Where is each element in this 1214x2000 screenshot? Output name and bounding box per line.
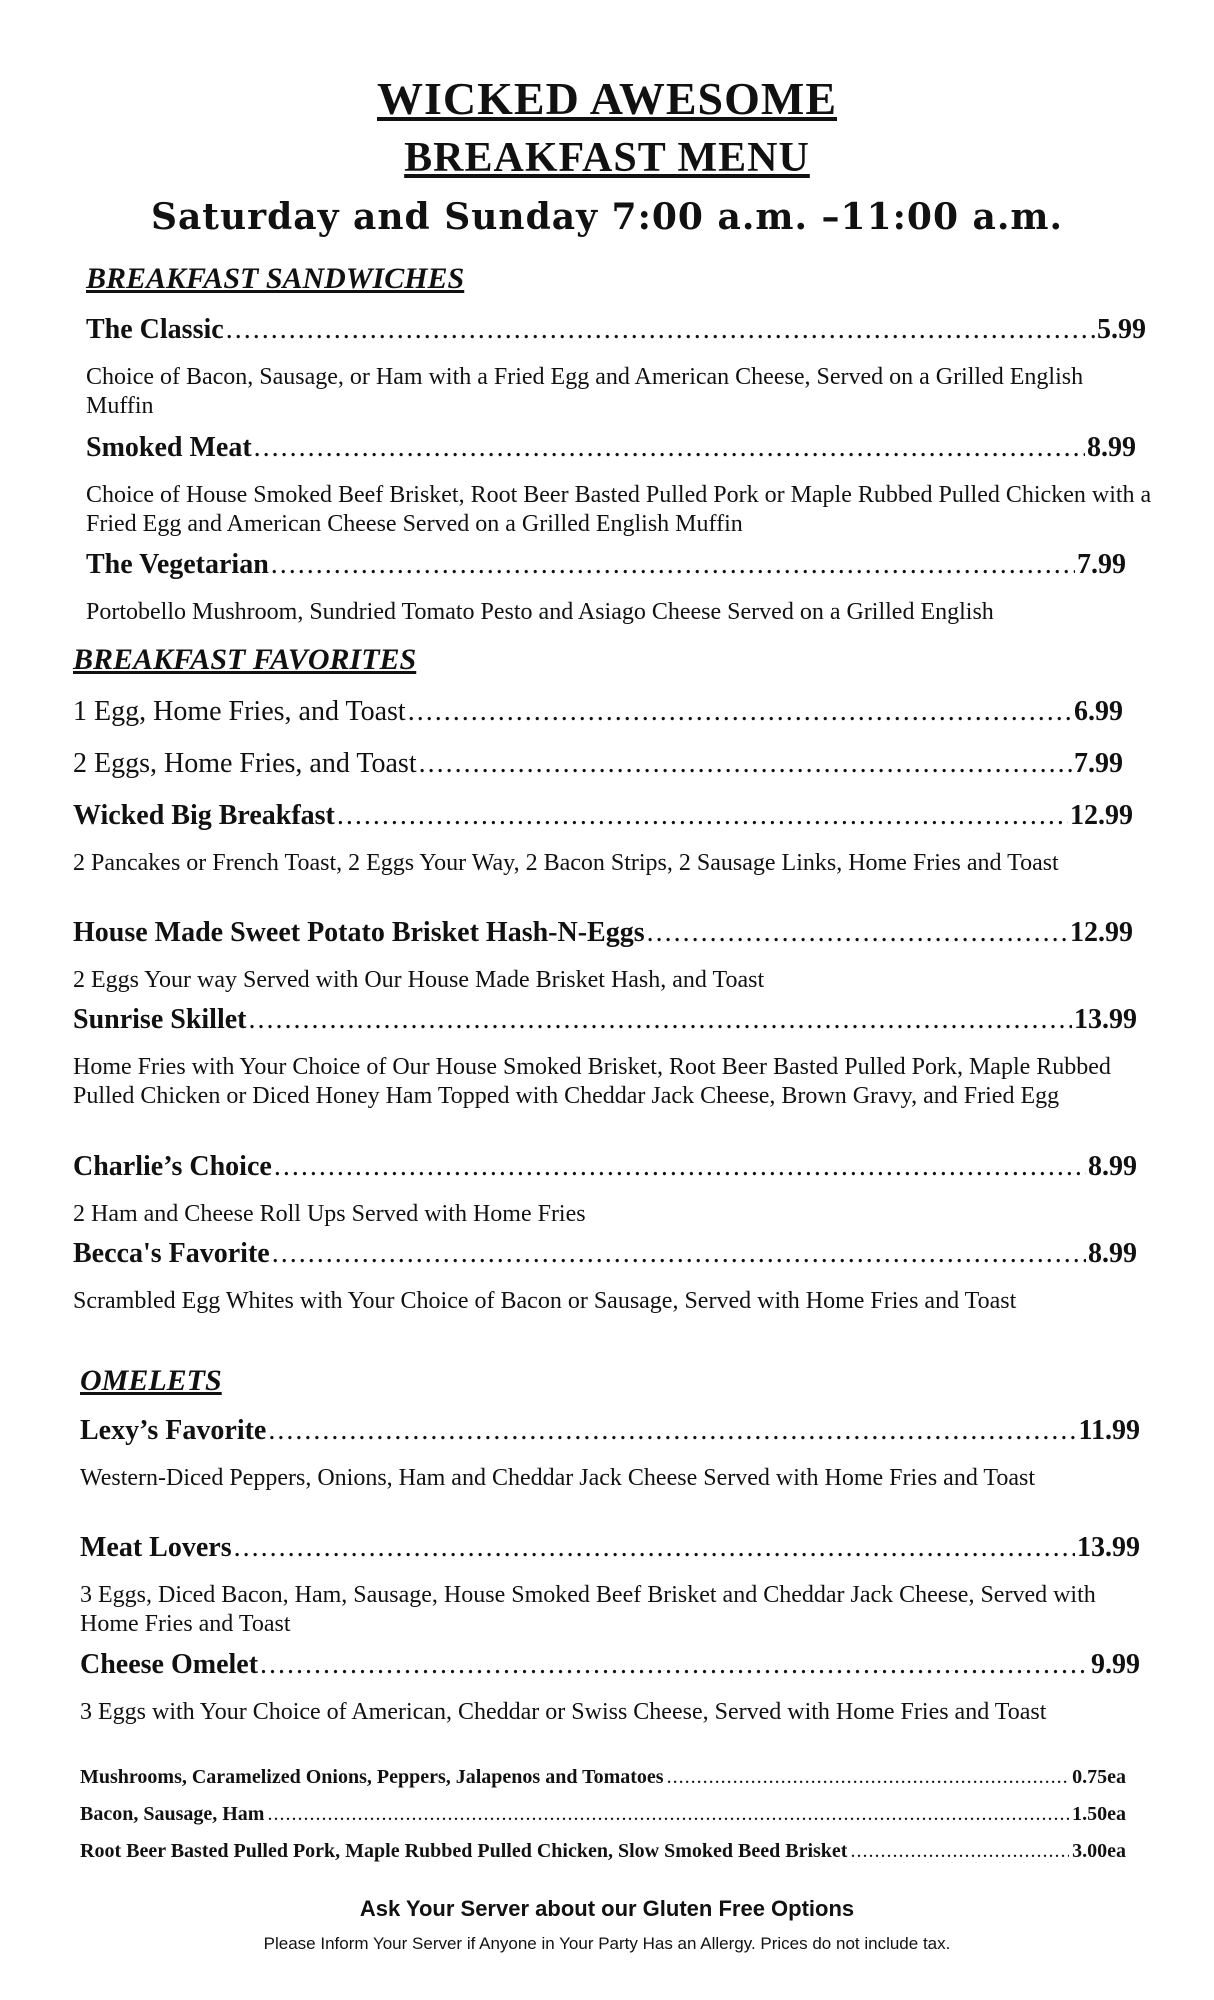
item-price: 12.99	[1070, 917, 1133, 948]
menu-item-beccas-favorite	[73, 1238, 1137, 1278]
menu-item-smoked-meat	[86, 432, 1136, 472]
leader-dots	[260, 1649, 1089, 1681]
item-price: 8.99	[1087, 432, 1136, 463]
menu-title: WICKED AWESOME	[376, 73, 838, 124]
item-price: 12.99	[1070, 800, 1133, 831]
leader-dots	[850, 1840, 1069, 1863]
item-price: 7.99	[1077, 549, 1126, 580]
item-description: 2 Eggs Your way Served with Our House Made Brisket Hash, and Toast	[73, 967, 765, 993]
addon-name: Root Beer Basted Pulled Pork, Maple Rubbed Pulled Chicken, Slow Smoked Beed Brisket	[80, 1840, 848, 1862]
leader-dots	[647, 917, 1068, 949]
menu-item-lexys-favorite	[80, 1415, 1140, 1455]
addon-smoked-meats	[80, 1840, 1126, 1868]
menu-item-cheese-omelet	[80, 1649, 1140, 1689]
item-name: Lexy’s Favorite	[80, 1415, 267, 1446]
item-description: 3 Eggs with Your Choice of American, Cheddar or Swiss Cheese, Served with Home Fries and Toast	[80, 1699, 1047, 1725]
gluten-free-note: Ask Your Server about our Gluten Free Options	[359, 1896, 855, 1921]
item-price: 8.99	[1088, 1238, 1137, 1269]
item-name: The Vegetarian	[86, 549, 269, 580]
menu-item-charlies-choice	[73, 1151, 1137, 1191]
item-price: 13.99	[1074, 1004, 1137, 1035]
addon-price: 0.75ea	[1072, 1766, 1126, 1788]
item-price: 5.99	[1097, 314, 1146, 345]
item-description: Portobello Mushroom, Sundried Tomato Pesto and Asiago Cheese Served on a Grilled English	[86, 599, 994, 625]
leader-dots	[248, 1004, 1072, 1036]
menu-item-the-vegetarian	[86, 549, 1126, 589]
item-price: 11.99	[1078, 1415, 1140, 1446]
item-description: Home Fries with Your Choice of Our House Smoked Brisket, Root Beer Basted Pulled Pork, Maple Rubbed Pulled Chicken or Diced Honey Ham Topped with Cheddar Jack Cheese, Brown Gravy, and Fried Egg	[73, 1054, 1111, 1109]
menu-item-wicked-big-breakfast	[73, 800, 1133, 840]
item-name: Charlie’s Choice	[73, 1151, 272, 1182]
item-name: Becca's Favorite	[73, 1238, 270, 1269]
leader-dots	[272, 1238, 1086, 1270]
section-heading-omelets: OMELETS	[80, 1364, 222, 1397]
item-price: 9.99	[1091, 1649, 1140, 1680]
item-name: Meat Lovers	[80, 1532, 232, 1563]
leader-dots	[419, 748, 1072, 780]
leader-dots	[667, 1766, 1070, 1789]
item-price: 7.99	[1074, 748, 1123, 779]
addon-price: 1.50ea	[1072, 1803, 1126, 1825]
item-description: Choice of House Smoked Beef Brisket, Root Beer Basted Pulled Pork or Maple Rubbed Pulled Chicken with a Fried Egg and American Cheese Served on a Grilled English Muffin	[86, 482, 1152, 537]
item-description: Western-Diced Peppers, Onions, Ham and Cheddar Jack Cheese Served with Home Fries and Toast	[80, 1465, 1036, 1491]
leader-dots	[268, 1415, 1076, 1447]
leader-dots	[408, 696, 1072, 728]
allergy-note: Please Inform Your Server if Anyone in Your Party Has an Allergy. Prices do not include tax.	[263, 1934, 951, 1953]
menu-item-meat-lovers	[80, 1532, 1140, 1572]
addon-price: 3.00ea	[1072, 1840, 1126, 1862]
menu-hours: Saturday and Sunday 7:00 a.m. –11:00 a.m.	[150, 196, 1064, 238]
leader-dots	[271, 549, 1075, 581]
menu-item-sunrise-skillet	[73, 1004, 1137, 1044]
item-name: Cheese Omelet	[80, 1649, 259, 1680]
item-name: Sunrise Skillet	[73, 1004, 247, 1035]
item-name: Wicked Big Breakfast	[73, 800, 335, 831]
item-name: House Made Sweet Potato Brisket Hash-N-Eggs	[73, 917, 645, 948]
item-description: 2 Ham and Cheese Roll Ups Served with Home Fries	[73, 1201, 586, 1227]
item-price: 6.99	[1074, 696, 1123, 727]
item-price: 8.99	[1088, 1151, 1137, 1182]
section-heading-favorites: BREAKFAST FAVORITES	[73, 643, 417, 676]
item-name: 2 Eggs, Home Fries, and Toast	[73, 748, 417, 779]
menu-item-brisket-hash	[73, 917, 1133, 957]
addon-name: Mushrooms, Caramelized Onions, Peppers, Jalapenos and Tomatoes	[80, 1766, 664, 1788]
leader-dots	[254, 432, 1085, 464]
item-description: 3 Eggs, Diced Bacon, Ham, Sausage, House Smoked Beef Brisket and Cheddar Jack Cheese, Served with Home Fries and Toast	[80, 1582, 1096, 1637]
item-description: Scrambled Egg Whites with Your Choice of Bacon or Sausage, Served with Home Fries and Toast	[73, 1288, 1017, 1314]
leader-dots	[337, 800, 1068, 832]
item-name: 1 Egg, Home Fries, and Toast	[73, 696, 406, 727]
addon-name: Bacon, Sausage, Ham	[80, 1803, 265, 1825]
leader-dots	[267, 1803, 1069, 1826]
section-heading-sandwiches: BREAKFAST SANDWICHES	[86, 262, 465, 295]
addon-breakfast-meats	[80, 1803, 1126, 1831]
item-description: 2 Pancakes or French Toast, 2 Eggs Your Way, 2 Bacon Strips, 2 Sausage Links, Home Fries and Toast	[73, 850, 1059, 876]
leader-dots	[226, 314, 1095, 346]
addon-veggies	[80, 1766, 1126, 1794]
menu-item-the-classic	[86, 314, 1146, 354]
menu-item-1-egg	[73, 696, 1123, 736]
item-description: Choice of Bacon, Sausage, or Ham with a Fried Egg and American Cheese, Served on a Grilled English Muffin	[86, 364, 1084, 419]
item-name: The Classic	[86, 314, 224, 345]
item-price: 13.99	[1077, 1532, 1140, 1563]
leader-dots	[234, 1532, 1075, 1564]
leader-dots	[274, 1151, 1086, 1183]
item-name: Smoked Meat	[86, 432, 252, 463]
menu-item-2-eggs	[73, 748, 1123, 788]
menu-subtitle: BREAKFAST MENU	[404, 135, 810, 181]
